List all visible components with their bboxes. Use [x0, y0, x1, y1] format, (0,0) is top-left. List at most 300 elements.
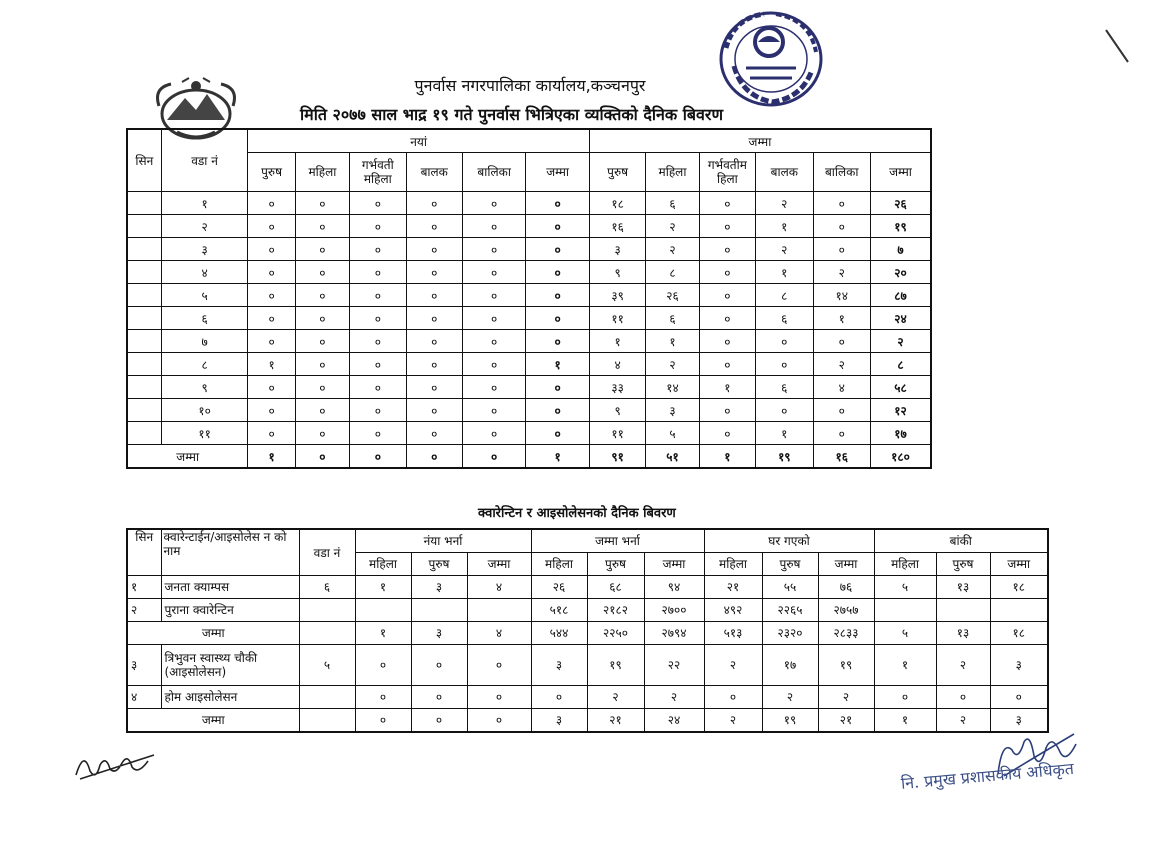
value-cell: ९४ [644, 576, 704, 599]
value-cell: २७०० [644, 599, 704, 622]
value-cell: ० [462, 215, 525, 238]
value-cell: ६ [756, 307, 813, 330]
total-cell: २८३३ [818, 622, 874, 645]
value-cell: ० [699, 330, 755, 353]
group-remaining: बांकी [874, 529, 1048, 553]
value-cell: ० [248, 399, 295, 422]
total-row [127, 445, 931, 469]
ward-cell [299, 599, 355, 622]
center-name-cell: जनता क्याम्पस [161, 576, 299, 599]
ward-cell [299, 686, 355, 709]
value-cell: ० [699, 215, 755, 238]
group-total-admission: जम्मा भर्ना [531, 529, 704, 553]
table-row [127, 399, 931, 422]
sn-cell [127, 238, 161, 261]
col-header: महिला [531, 553, 587, 576]
value-cell: ६ [756, 376, 813, 399]
total-cell: १ [874, 709, 936, 733]
value-cell: ० [350, 422, 406, 445]
sn-cell [127, 192, 161, 215]
ward-cell: ६ [161, 307, 248, 330]
table-row [127, 215, 931, 238]
col-header: पुरुष [762, 553, 818, 576]
value-cell: १४ [646, 376, 699, 399]
value-cell: ० [406, 399, 462, 422]
value-cell: ० [462, 353, 525, 376]
officer-designation: नि. प्रमुख प्रशासकीय अधिकृत [900, 758, 1075, 793]
value-cell: १ [813, 307, 870, 330]
value-cell: ० [295, 330, 349, 353]
group-discharged: घर गएको [704, 529, 874, 553]
value-cell: २६ [531, 576, 587, 599]
value-cell: ८ [646, 261, 699, 284]
value-cell: ० [462, 376, 525, 399]
empty-cell [299, 622, 355, 645]
value-cell: ० [462, 399, 525, 422]
total-cell: २१ [587, 709, 644, 733]
value-cell: ७ [870, 238, 931, 261]
value-cell: ० [406, 192, 462, 215]
center-name-cell: त्रिभुवन स्वास्थ्य चौकी (आइसोलेसन) [161, 645, 299, 686]
sn-cell [127, 353, 161, 376]
value-cell: ० [526, 238, 589, 261]
value-cell: १७ [870, 422, 931, 445]
value-cell: ५१८ [531, 599, 587, 622]
ward-cell: १० [161, 399, 248, 422]
value-cell: ० [406, 284, 462, 307]
value-cell: ० [248, 238, 295, 261]
col-header: महिला [355, 553, 411, 576]
value-cell: ० [990, 686, 1048, 709]
total-cell: १८ [990, 622, 1048, 645]
value-cell: १९ [870, 215, 931, 238]
value-cell [355, 599, 411, 622]
value-cell: ० [295, 353, 349, 376]
empty-cell [299, 709, 355, 733]
value-cell: ० [248, 192, 295, 215]
table-row [127, 192, 931, 215]
value-cell: ० [295, 399, 349, 422]
value-cell: ० [350, 307, 406, 330]
value-cell: ४ [467, 576, 531, 599]
value-cell: २ [646, 238, 699, 261]
value-cell: ० [874, 686, 936, 709]
sn-cell: ३ [127, 645, 161, 686]
value-cell: ० [355, 645, 411, 686]
total-cell: ० [462, 445, 525, 469]
value-cell: ० [248, 330, 295, 353]
col-header: पुरुष [936, 553, 990, 576]
value-cell: ० [295, 376, 349, 399]
total-label: जम्मा [127, 622, 299, 645]
col-header: जम्मा [644, 553, 704, 576]
value-cell: ० [699, 284, 755, 307]
total-label: जम्मा [127, 445, 248, 469]
value-cell: १६ [589, 215, 645, 238]
center-name-cell: होम आइसोलेसन [161, 686, 299, 709]
value-cell: ५ [874, 576, 936, 599]
value-cell: ० [406, 376, 462, 399]
ward-cell: ५ [299, 645, 355, 686]
col-sn: सिन [127, 129, 161, 192]
value-cell: १४ [813, 284, 870, 307]
col-sn: सिन [127, 529, 161, 576]
total-row [127, 709, 1048, 733]
col-header: पुरुष [589, 153, 645, 192]
value-cell: ० [813, 330, 870, 353]
value-cell: २ [870, 330, 931, 353]
ward-cell: ५ [161, 284, 248, 307]
value-cell: ८ [756, 284, 813, 307]
value-cell: ० [813, 215, 870, 238]
col-header: महिला [874, 553, 936, 576]
value-cell: ० [699, 307, 755, 330]
value-cell: ११ [589, 307, 645, 330]
sn-cell [127, 215, 161, 238]
value-cell: ० [350, 353, 406, 376]
value-cell: ० [406, 330, 462, 353]
total-cell: ० [406, 445, 462, 469]
total-cell: २ [936, 709, 990, 733]
value-cell: १३ [936, 576, 990, 599]
total-cell: २ [704, 709, 762, 733]
value-cell: ५५ [762, 576, 818, 599]
sn-cell [127, 376, 161, 399]
total-label: जम्मा [127, 709, 299, 733]
value-cell: ० [526, 192, 589, 215]
value-cell: ० [248, 376, 295, 399]
value-cell: ० [295, 238, 349, 261]
value-cell: ० [462, 192, 525, 215]
value-cell: ३३ [589, 376, 645, 399]
total-cell: ३ [411, 622, 467, 645]
value-cell: २२ [644, 645, 704, 686]
total-cell: १ [699, 445, 755, 469]
sn-cell [127, 307, 161, 330]
value-cell: १ [355, 576, 411, 599]
value-cell: २ [646, 353, 699, 376]
value-cell: १९ [818, 645, 874, 686]
value-cell: ० [295, 215, 349, 238]
value-cell: ० [699, 399, 755, 422]
value-cell: २ [644, 686, 704, 709]
value-cell: ० [467, 645, 531, 686]
office-seal-stamp [712, 6, 830, 112]
value-cell: ० [350, 399, 406, 422]
total-cell: १६ [813, 445, 870, 469]
total-cell: ० [350, 445, 406, 469]
value-cell: ० [756, 330, 813, 353]
value-cell [874, 599, 936, 622]
value-cell: १ [699, 376, 755, 399]
value-cell: ० [295, 422, 349, 445]
value-cell: ७६ [818, 576, 874, 599]
value-cell: ० [295, 192, 349, 215]
col-header: गर्भवती महिला [350, 153, 406, 192]
value-cell: २ [756, 192, 813, 215]
sn-cell [127, 330, 161, 353]
value-cell [411, 599, 467, 622]
value-cell: ३ [990, 645, 1048, 686]
value-cell: ० [406, 353, 462, 376]
value-cell: ० [295, 307, 349, 330]
ward-cell: ९ [161, 376, 248, 399]
report-subtitle: मिति २०७७ साल भाद्र १९ गते पुनर्वास भित्रिएका व्यक्तिको दैनिक बिवरण [300, 105, 724, 124]
value-cell: ५ [646, 422, 699, 445]
total-cell: १ [526, 445, 589, 469]
value-cell [990, 599, 1048, 622]
value-cell: २ [813, 353, 870, 376]
value-cell: १७ [762, 645, 818, 686]
value-cell: ९ [589, 261, 645, 284]
value-cell: ० [467, 686, 531, 709]
total-cell: १९ [762, 709, 818, 733]
value-cell: ० [756, 399, 813, 422]
value-cell: २ [704, 645, 762, 686]
value-cell: ० [411, 686, 467, 709]
col-header: जम्मा [990, 553, 1048, 576]
total-cell: ३ [990, 709, 1048, 733]
col-ward: वडा नं [299, 529, 355, 576]
value-cell: ० [462, 330, 525, 353]
value-cell: ० [756, 353, 813, 376]
value-cell: ० [462, 238, 525, 261]
value-cell: १८ [990, 576, 1048, 599]
table-row [127, 238, 931, 261]
value-cell: ० [462, 307, 525, 330]
ward-cell: १ [161, 192, 248, 215]
value-cell: ० [526, 376, 589, 399]
value-cell: ६ [646, 307, 699, 330]
ward-cell: ४ [161, 261, 248, 284]
group-new: नयां [248, 129, 590, 153]
total-cell: ० [295, 445, 349, 469]
value-cell: ४ [589, 353, 645, 376]
col-header: महिला [295, 153, 349, 192]
col-header: महिला [704, 553, 762, 576]
col-header: पुरुष [248, 153, 295, 192]
total-cell: ५४४ [531, 622, 587, 645]
value-cell: १ [874, 645, 936, 686]
value-cell: ० [350, 215, 406, 238]
total-cell: ५१३ [704, 622, 762, 645]
total-cell: २३२० [762, 622, 818, 645]
table-row [127, 599, 1048, 622]
value-cell: ० [462, 284, 525, 307]
value-cell: २६ [870, 192, 931, 215]
value-cell: १८ [589, 192, 645, 215]
value-cell: ५८ [870, 376, 931, 399]
value-cell: ० [526, 261, 589, 284]
value-cell: ० [248, 284, 295, 307]
ward-cell: ८ [161, 353, 248, 376]
value-cell: ० [350, 238, 406, 261]
value-cell: १ [756, 261, 813, 284]
value-cell: २१ [704, 576, 762, 599]
total-cell: २४ [644, 709, 704, 733]
daily-arrivals-table [126, 128, 932, 469]
center-name-cell: पुराना क्वारेन्टिन [161, 599, 299, 622]
total-cell: ९१ [589, 445, 645, 469]
col-name: क्वारेन्टाईन/आइसोलेस न को नाम [161, 529, 299, 576]
value-cell: ११ [589, 422, 645, 445]
value-cell: ० [526, 307, 589, 330]
value-cell: ० [406, 238, 462, 261]
value-cell: ० [350, 192, 406, 215]
col-header: बालक [406, 153, 462, 192]
ward-cell: ११ [161, 422, 248, 445]
value-cell: २० [870, 261, 931, 284]
table-row [127, 422, 931, 445]
value-cell: १ [756, 215, 813, 238]
total-cell: १९ [756, 445, 813, 469]
value-cell: ९ [589, 399, 645, 422]
value-cell: ० [699, 238, 755, 261]
value-cell: २१८२ [587, 599, 644, 622]
col-header: जम्मा [870, 153, 931, 192]
value-cell: १ [756, 422, 813, 445]
value-cell: ० [699, 353, 755, 376]
table-row [127, 330, 931, 353]
total-cell: २७९४ [644, 622, 704, 645]
value-cell: २ [646, 215, 699, 238]
group-new-admission: नंया भर्ना [355, 529, 531, 553]
value-cell: २ [587, 686, 644, 709]
total-cell: ० [411, 709, 467, 733]
value-cell: ० [350, 261, 406, 284]
value-cell [467, 599, 531, 622]
total-cell: २१ [818, 709, 874, 733]
col-header: बालिका [462, 153, 525, 192]
sn-cell [127, 399, 161, 422]
value-cell: ० [295, 284, 349, 307]
table-row [127, 284, 931, 307]
total-cell: ५ [874, 622, 936, 645]
value-cell: १२ [870, 399, 931, 422]
value-cell: ० [406, 422, 462, 445]
office-title: पुनर्वास नगरपालिका कार्यालय,कञ्चनपुर [414, 76, 646, 95]
value-cell: १ [526, 353, 589, 376]
total-cell: ० [467, 709, 531, 733]
ward-cell: ६ [299, 576, 355, 599]
total-cell: ३ [531, 709, 587, 733]
col-header: जम्मा [818, 553, 874, 576]
value-cell: ० [350, 284, 406, 307]
value-cell: ० [406, 215, 462, 238]
sn-cell [127, 284, 161, 307]
value-cell: ० [813, 192, 870, 215]
total-row [127, 622, 1048, 645]
quarantine-isolation-table [126, 528, 1049, 733]
value-cell: ० [248, 261, 295, 284]
value-cell: २ [936, 645, 990, 686]
sn-cell [127, 422, 161, 445]
value-cell: ० [526, 399, 589, 422]
value-cell: १ [589, 330, 645, 353]
value-cell: २ [813, 261, 870, 284]
value-cell: ० [248, 215, 295, 238]
pen-stroke-icon [1104, 28, 1130, 64]
value-cell: ० [406, 261, 462, 284]
value-cell: ० [704, 686, 762, 709]
value-cell: ४९२ [704, 599, 762, 622]
table-row [127, 376, 931, 399]
col-header: जम्मा [467, 553, 531, 576]
group-total: जम्मा [589, 129, 931, 153]
value-cell: ० [526, 215, 589, 238]
col-header: बालिका [813, 153, 870, 192]
value-cell: ० [526, 284, 589, 307]
value-cell: २६ [646, 284, 699, 307]
value-cell: ० [531, 686, 587, 709]
value-cell: २ [756, 238, 813, 261]
value-cell: ८७ [870, 284, 931, 307]
col-header: गर्भवतीम हिला [699, 153, 755, 192]
value-cell: २ [818, 686, 874, 709]
ward-cell: २ [161, 215, 248, 238]
value-cell: २२६५ [762, 599, 818, 622]
value-cell: ० [462, 261, 525, 284]
value-cell: ० [813, 422, 870, 445]
value-cell: ६८ [587, 576, 644, 599]
value-cell: ३ [531, 645, 587, 686]
col-header: पुरुष [587, 553, 644, 576]
value-cell: ४ [813, 376, 870, 399]
table-row [127, 576, 1048, 599]
value-cell: १ [248, 353, 295, 376]
table-row [127, 686, 1048, 709]
value-cell: ३ [411, 576, 467, 599]
table-row [127, 353, 931, 376]
col-header: पुरुष [411, 553, 467, 576]
total-cell: १ [355, 622, 411, 645]
value-cell: १९ [587, 645, 644, 686]
value-cell: ० [248, 307, 295, 330]
left-signature [70, 745, 160, 785]
value-cell: २ [762, 686, 818, 709]
total-cell: १ [248, 445, 295, 469]
value-cell: ८ [870, 353, 931, 376]
value-cell: ६ [646, 192, 699, 215]
value-cell: १ [646, 330, 699, 353]
value-cell: ० [295, 261, 349, 284]
total-cell: ५१ [646, 445, 699, 469]
value-cell: ० [350, 376, 406, 399]
total-cell: १८० [870, 445, 931, 469]
sn-cell [127, 261, 161, 284]
value-cell: ० [699, 192, 755, 215]
total-cell: ४ [467, 622, 531, 645]
value-cell: ३ [646, 399, 699, 422]
total-cell: २२५० [587, 622, 644, 645]
value-cell: ० [462, 422, 525, 445]
value-cell: ० [699, 261, 755, 284]
table-row [127, 307, 931, 330]
ward-cell: ७ [161, 330, 248, 353]
value-cell: ० [526, 422, 589, 445]
sn-cell: २ [127, 599, 161, 622]
col-header: बालक [756, 153, 813, 192]
value-cell: ० [526, 330, 589, 353]
value-cell: ० [699, 422, 755, 445]
total-cell: १३ [936, 622, 990, 645]
col-header: जम्मा [526, 153, 589, 192]
value-cell: ० [248, 422, 295, 445]
value-cell: ० [813, 399, 870, 422]
value-cell: ० [355, 686, 411, 709]
value-cell: ३९ [589, 284, 645, 307]
table-row [127, 261, 931, 284]
